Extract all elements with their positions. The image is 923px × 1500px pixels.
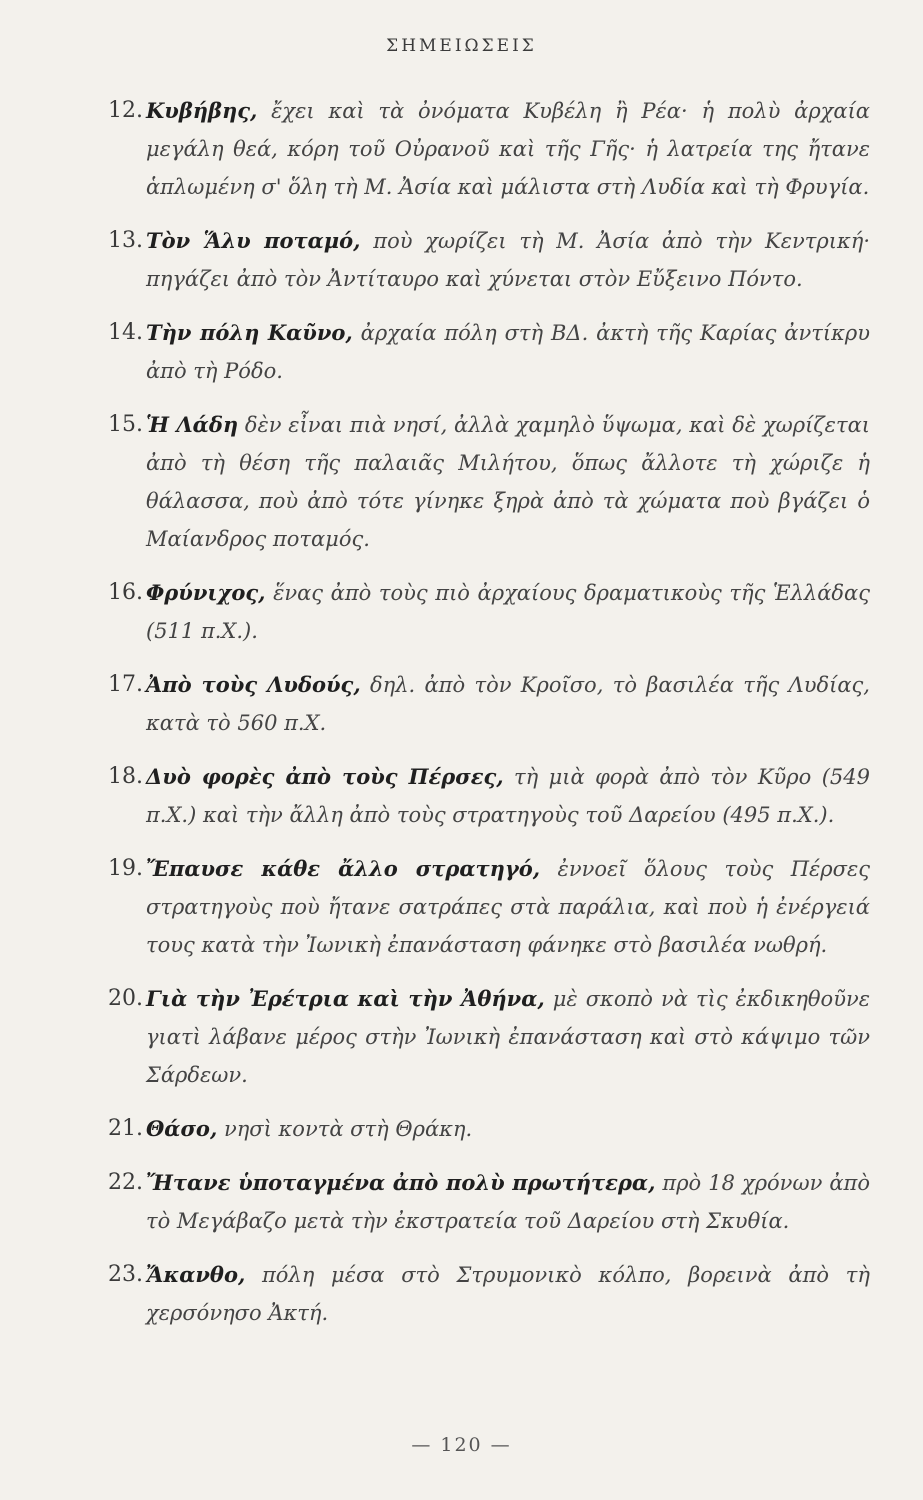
note-body [146,666,870,742]
note-explanation: νησὶ κοντὰ στὴ Θράκη. [217,1117,473,1141]
note-body [146,850,870,964]
note-number: 17. [108,672,143,697]
note-body [146,314,870,390]
note-13 [108,222,870,298]
note-number: 15. [108,412,143,437]
note-body [146,222,870,298]
note-body [146,92,870,206]
page-number: — 120 — [411,1434,512,1456]
note-12 [108,92,870,206]
note-term: Γιὰ τὴν Ἐρέτρια καὶ τὴν Ἀθήνα, [146,986,545,1011]
note-22 [108,1164,870,1240]
running-head: ΣΗΜΕΙΩΣΕΙΣ [386,36,537,56]
note-number: 21. [108,1116,143,1141]
note-number: 12. [108,98,143,123]
notes-list [108,92,870,1348]
note-14 [108,314,870,390]
note-number: 22. [108,1170,143,1195]
note-term: Δυὸ φορὲς ἀπὸ τοὺς Πέρσες, [146,764,504,789]
note-number: 20. [108,986,143,1011]
note-explanation: ἐννοεῖ ὅλους τοὺς Πέρσες στρατηγοὺς ποὺ ἤτανε σατράπες στὰ παράλια, καὶ ποὺ ἡ ἐνέργειά τους κατὰ τὴν Ἰωνικὴ ἐπανάσταση φάνηκε στὸ βασιλέα νωθρή. [146,857,870,957]
note-term: Τὴν πόλη Καῦνο, [146,320,353,345]
note-explanation: μὲ σκοπὸ νὰ τὶς ἐκδικηθοῦνε γιατὶ λάβανε μέρος στὴν Ἰωνικὴ ἐπανάσταση καὶ στὸ κάψιμο τῶν Σάρδεων. [146,987,870,1087]
note-19 [108,850,870,964]
note-body [146,406,870,558]
note-term: Κυβήβης, [146,98,258,123]
note-explanation: ἀρχαία πόλη στὴ ΒΔ. ἀκτὴ τῆς Καρίας ἀντίκρυ ἀπὸ τὴ Ρόδο. [146,321,870,383]
note-explanation: πρὸ 18 χρόνων ἀπὸ τὸ Μεγάβαζο μετὰ τὴν ἐκστρατεία τοῦ Δαρείου στὴ Σκυθία. [146,1171,870,1233]
note-explanation: δηλ. ἀπὸ τὸν Κροῖσο, τὸ βασιλέα τῆς Λυδίας, κατὰ τὸ 560 π.Χ. [146,673,870,735]
note-term: Θάσο, [146,1116,218,1141]
note-16 [108,574,870,650]
note-number: 13. [108,228,143,253]
note-term: Ἡ Λάδη [146,412,239,437]
note-body [146,1256,870,1332]
note-17 [108,666,870,742]
note-number: 18. [108,764,143,789]
note-number: 16. [108,580,143,605]
note-23 [108,1256,870,1332]
note-20 [108,980,870,1094]
note-term: Ἀπὸ τοὺς Λυδούς, [146,672,361,697]
note-explanation: ἕνας ἀπὸ τοὺς πιὸ ἀρχαίους δραματικοὺς τῆς Ἑλλάδας (511 π.Χ.). [146,581,870,643]
note-explanation: ἔχει καὶ τὰ ὀνόματα Κυβέλη ἢ Ρέα· ἡ πολὺ ἀρχαία μεγάλη θεά, κόρη τοῦ Οὐρανοῦ καὶ τῆς Γῆς· ἡ λατρεία της ἤτανε ἁπλωμένη σ' ὅλη τὴ Μ. Ἀσία καὶ μάλιστα στὴ Λυδία καὶ τὴ Φρυγία. [146,99,870,199]
note-15 [108,406,870,558]
note-21 [108,1110,870,1148]
note-term: Φρύνιχος, [146,580,266,605]
note-term: Ἄκανθο, [146,1262,246,1287]
note-term: Τὸν Ἅλυ ποταμό, [146,228,361,253]
note-explanation: ποὺ χωρίζει τὴ Μ. Ἀσία ἀπὸ τὴν Κεντρική· πηγάζει ἀπὸ τὸν Ἀντίταυρο καὶ χύνεται στὸν Εὔξεινο Πόντο. [146,229,870,291]
note-body [146,1110,870,1148]
note-number: 23. [108,1262,143,1287]
note-explanation: τὴ μιὰ φορὰ ἀπὸ τὸν Κῦρο (549 π.Χ.) καὶ τὴν ἄλλη ἀπὸ τοὺς στρατηγοὺς τοῦ Δαρείου (495 π.Χ.). [146,765,870,827]
note-number: 14. [108,320,143,345]
note-18 [108,758,870,834]
note-term: Ἔπαυσε κάθε ἄλλο στρατηγό, [146,856,541,881]
note-body [146,1164,870,1240]
note-body [146,758,870,834]
note-explanation: δὲν εἶναι πιὰ νησί, ἀλλὰ χαμηλὸ ὕψωμα, καὶ δὲ χωρίζεται ἀπὸ τὴ θέση τῆς παλαιᾶς Μιλήτου, ὅπως ἄλλοτε τὴ χώριζε ἡ θάλασσα, ποὺ ἀπὸ τότε γίνηκε ξηρὰ ἀπὸ τὰ χώματα ποὺ βγάζει ὁ Μαίανδρος ποταμός. [146,413,870,551]
note-body [146,574,870,650]
note-term: Ἤτανε ὑποταγμένα ἀπὸ πολὺ πρωτήτερα, [146,1170,656,1195]
note-explanation: πόλη μέσα στὸ Στρυμονικὸ κόλπο, βορεινὰ ἀπὸ τὴ χερσόνησο Ἀκτή. [146,1263,870,1325]
note-body [146,980,870,1094]
note-number: 19. [108,856,143,881]
